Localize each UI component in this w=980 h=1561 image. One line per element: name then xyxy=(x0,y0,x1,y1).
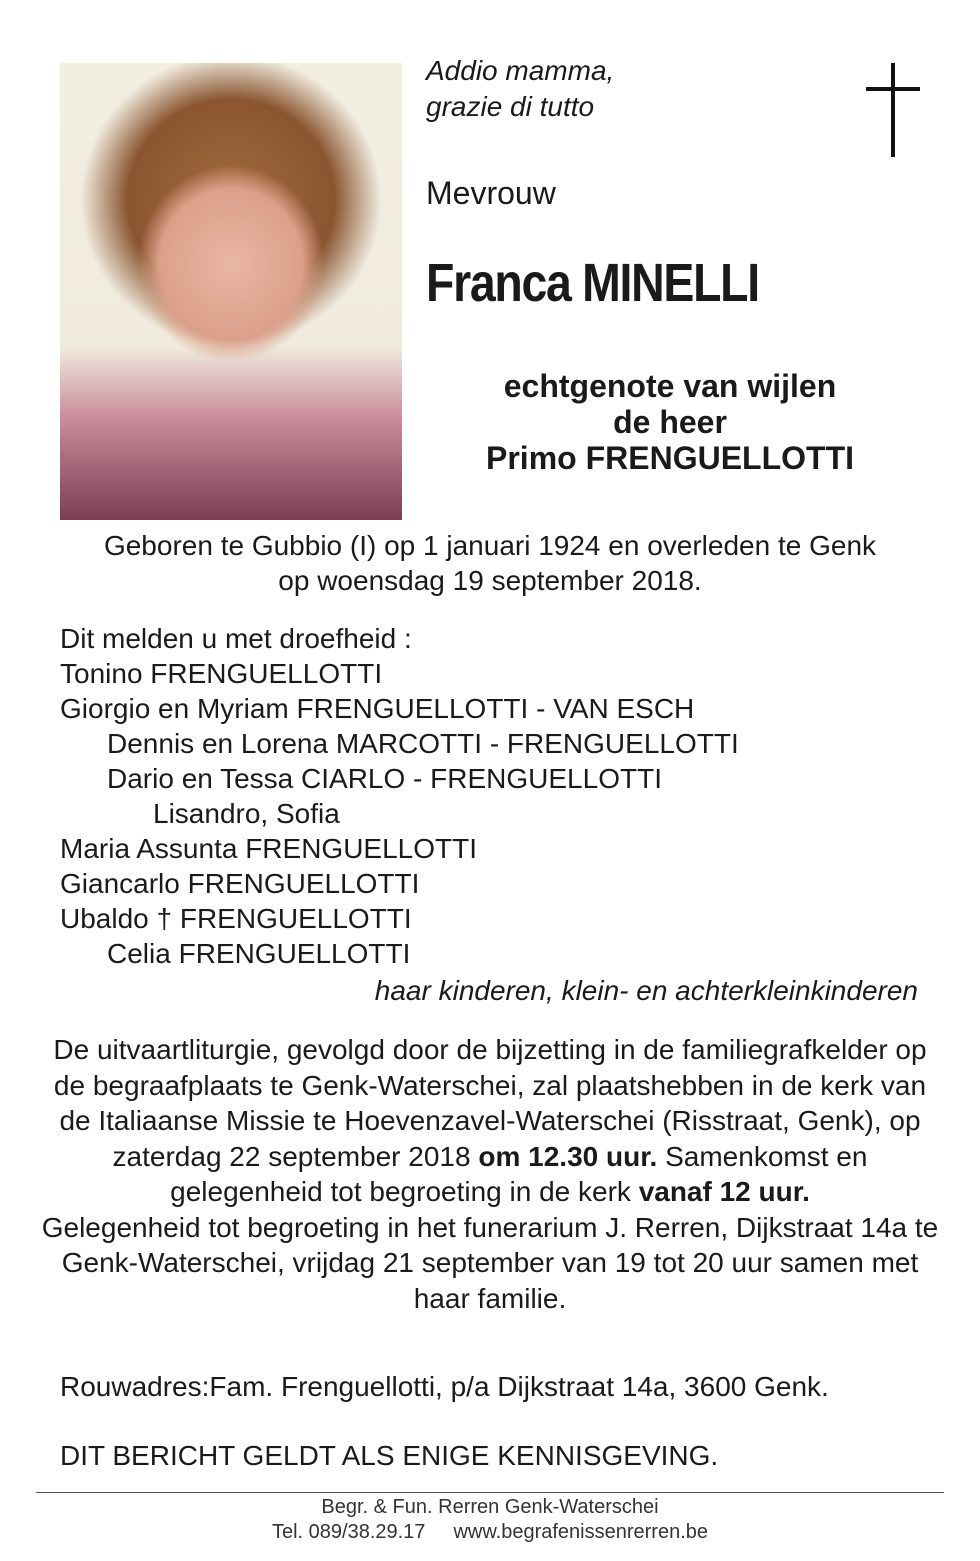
birth-death-line-1: Geboren te Gubbio (I) op 1 januari 1924 en overleden te Genk xyxy=(103,530,877,561)
notice-text: DIT BERICHT GELDT ALS ENIGE KENNISGEVING. xyxy=(60,1440,719,1471)
phone-number: Tel. 089/38.29.17 xyxy=(271,1521,426,1543)
list-item: Celia FRENGUELLOTTI xyxy=(107,938,411,969)
deceased-name: Franca MINELLI xyxy=(426,253,759,313)
list-item: Giancarlo FRENGUELLOTTI xyxy=(60,868,420,899)
visitation-paragraph: Gelegenheid tot begroeting in het funerarium J. Rerren, Dijkstraat 14a te Genk-Waterschei, vrijdag 21 september van 19 tot 20 uur samen met haar familie. xyxy=(41,1211,939,1314)
spouse-line-1: echtgenote van wijlen xyxy=(503,368,837,404)
spouse-line-3: Primo FRENGUELLOTTI xyxy=(486,440,854,476)
list-item: Ubaldo † FRENGUELLOTTI xyxy=(60,903,412,934)
list-item: Tonino FRENGUELLOTTI xyxy=(60,658,383,689)
greeting-time: vanaf 12 uur. xyxy=(638,1176,810,1207)
funeral-text-1: De uitvaartliturgie, gevolgd door de bijzetting in de familiegrafkelder op de begraafplaats te Genk-Waterschei, zal plaatshebben in de kerk van de Italiaanse Missie te Hoevenzavel-Waterschei (Risstraat, Genk), op zaterdag 22 september 2018 xyxy=(53,1034,927,1172)
funeral-text-2: Samenkomst en gelegenheid tot begroeting in de kerk xyxy=(170,1140,868,1207)
funeral-home-contact xyxy=(40,1521,940,1544)
spouse-block xyxy=(430,368,910,476)
farewell-verse xyxy=(426,53,614,125)
verse-line-1: Addio mamma, xyxy=(426,55,615,86)
cross-icon xyxy=(866,63,920,157)
list-item: Dennis en Lorena MARCOTTI - FRENGUELLOTTI xyxy=(107,728,739,759)
funeral-details xyxy=(40,1032,940,1316)
list-item: Giorgio en Myriam FRENGUELLOTTI - VAN ESCH xyxy=(60,693,695,724)
mourners-list xyxy=(60,621,739,971)
birth-death-line-2: op woensdag 19 september 2018. xyxy=(278,565,702,596)
honorific: Mevrouw xyxy=(426,175,556,211)
portrait-photo xyxy=(60,63,402,520)
website-link[interactable]: www.begrafenissenrerren.be xyxy=(453,1521,709,1543)
mourning-address: Rouwadres:Fam. Frenguellotti, p/a Dijkstraat 14a, 3600 Genk. xyxy=(60,1371,829,1402)
relation-line: haar kinderen, klein- en achterkleinkinderen xyxy=(374,975,918,1006)
funeral-time: om 12.30 uur. xyxy=(478,1140,658,1172)
spouse-line-2: de heer xyxy=(613,404,727,440)
mourners-intro: Dit melden u met droefheid : xyxy=(60,623,412,654)
birth-death-block xyxy=(40,528,940,598)
verse-line-2: grazie di tutto xyxy=(426,91,595,122)
list-item: Dario en Tessa CIARLO - FRENGUELLOTTI xyxy=(107,763,662,794)
funeral-paragraph xyxy=(40,1032,940,1210)
list-item: Lisandro, Sofia xyxy=(153,798,340,829)
list-item: Maria Assunta FRENGUELLOTTI xyxy=(60,833,478,864)
footer-divider xyxy=(36,1492,944,1493)
funeral-home-name: Begr. & Fun. Rerren Genk-Waterschei xyxy=(321,1496,659,1518)
